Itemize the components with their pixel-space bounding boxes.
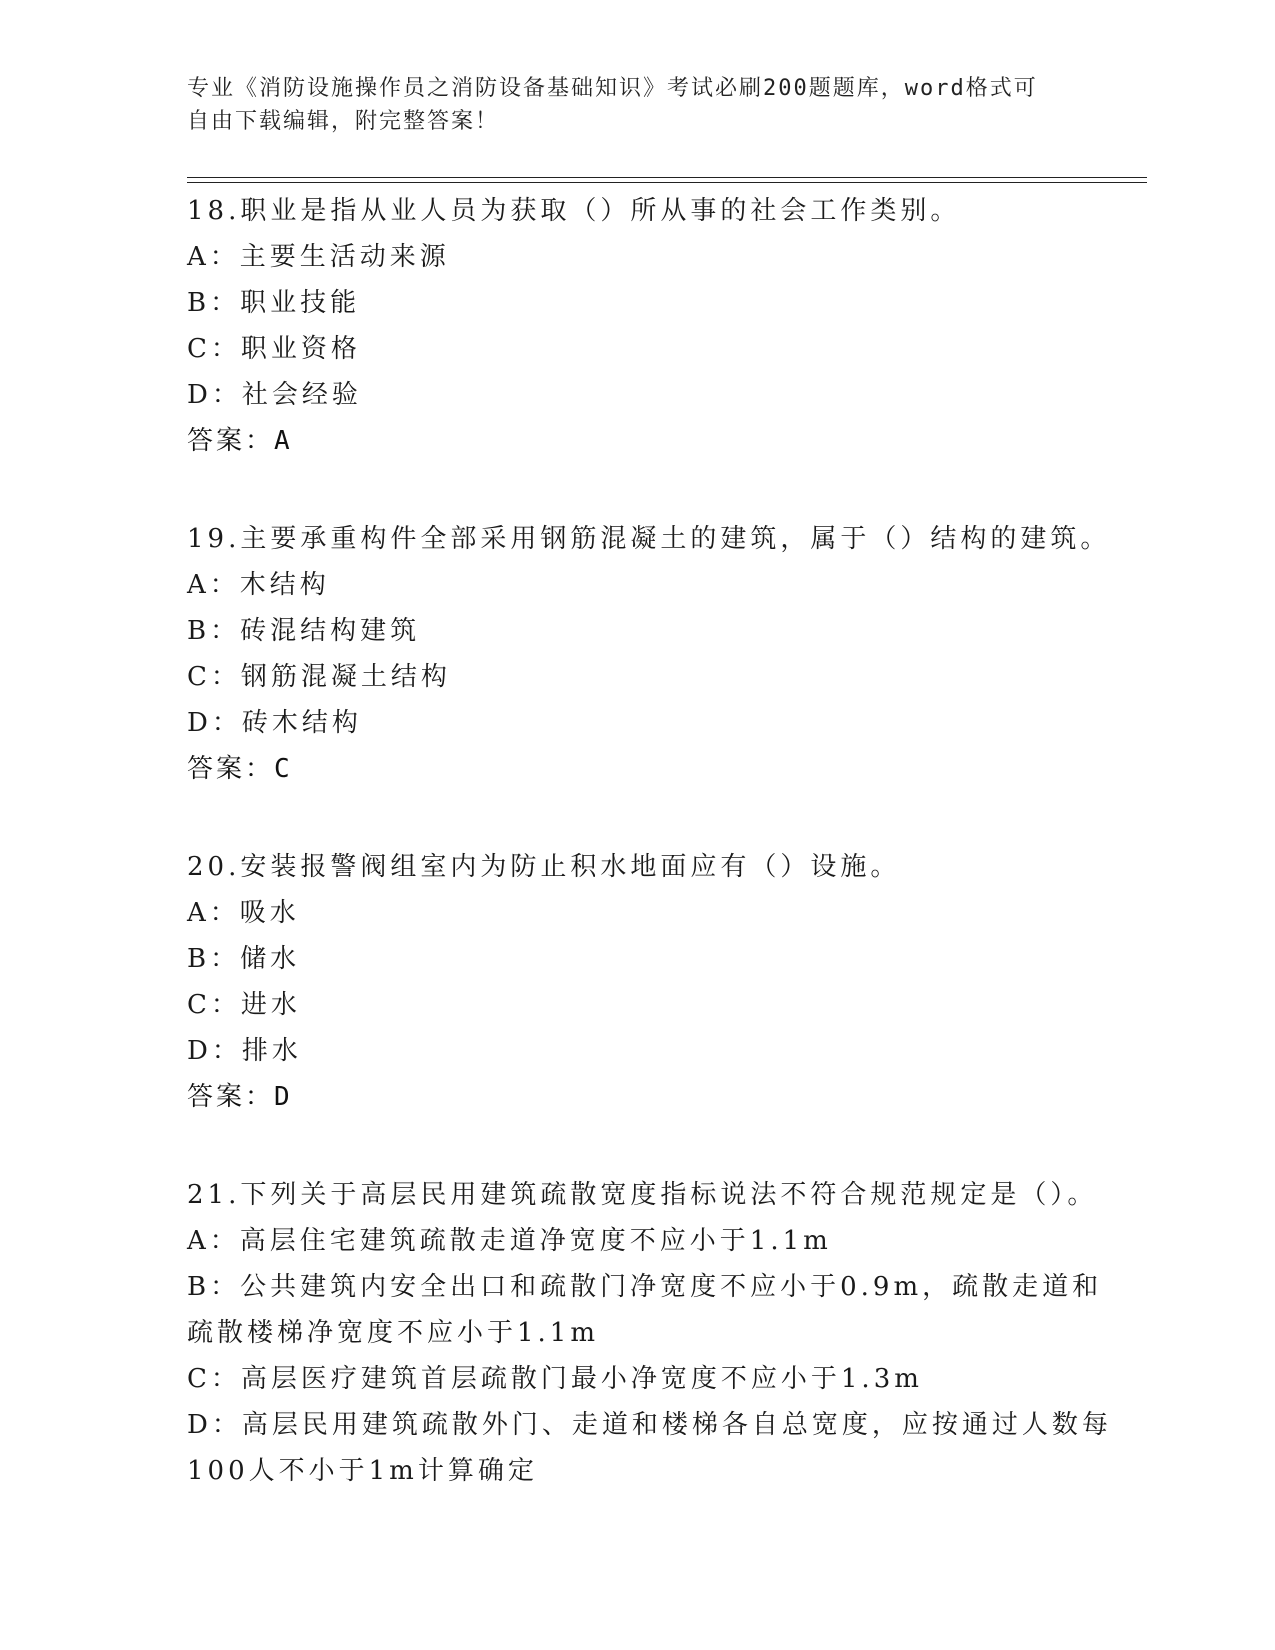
option-d: D：社会经验	[187, 380, 362, 410]
question-text: 20.安装报警阀组室内为防止积水地面应有（）设施。	[187, 852, 901, 882]
option-b: B：储水	[187, 944, 301, 974]
question-text: 18.职业是指从业人员为获取（）所从事的社会工作类别。	[187, 196, 961, 226]
option-b: B：公共建筑内安全出口和疏散门净宽度不应小于0.9m，疏散走道和疏散楼梯净宽度不应小于1.1m	[187, 1272, 1103, 1348]
question-list	[187, 188, 1117, 1546]
header-line-1: 专业《消防设施操作员之消防设备基础知识》考试必刷200题题库，word格式可	[187, 76, 1038, 101]
option-c: C：职业资格	[187, 334, 361, 364]
answer-value: D	[274, 1082, 293, 1112]
question-21	[187, 1172, 1117, 1494]
question-19	[187, 516, 1117, 792]
option-d: D：高层民用建筑疏散外门、走道和楼梯各自总宽度，应按通过人数每100人不小于1m计算确定	[187, 1410, 1112, 1486]
option-a: A：木结构	[187, 570, 330, 600]
answer-label: 答案：	[187, 426, 275, 456]
answer-label: 答案：	[187, 1082, 275, 1112]
answer-value: A	[274, 426, 293, 456]
option-d: D：排水	[187, 1036, 302, 1066]
header-divider-top	[187, 177, 1147, 178]
answer-label: 答案：	[187, 754, 275, 784]
option-a: A：吸水	[187, 898, 300, 928]
question-18	[187, 188, 1117, 464]
option-b: B：砖混结构建筑	[187, 616, 421, 646]
answer-value: C	[274, 754, 293, 784]
option-a: A：主要生活动来源	[187, 242, 450, 272]
option-c: C：高层医疗建筑首层疏散门最小净宽度不应小于1.3m	[187, 1364, 923, 1394]
option-c: C：钢筋混凝土结构	[187, 662, 451, 692]
option-b: B：职业技能	[187, 288, 361, 318]
answer-line	[187, 418, 1117, 464]
answer-line	[187, 1074, 1117, 1120]
option-a: A：高层住宅建筑疏散走道净宽度不应小于1.1m	[187, 1226, 832, 1256]
question-text: 19.主要承重构件全部采用钢筋混凝土的建筑，属于（）结构的建筑。	[187, 524, 1111, 554]
header-divider-bottom	[187, 182, 1147, 183]
option-d: D：砖木结构	[187, 708, 362, 738]
question-text: 21.下列关于高层民用建筑疏散宽度指标说法不符合规范规定是（）。	[187, 1180, 1098, 1210]
answer-line	[187, 746, 1117, 792]
document-header	[187, 72, 1067, 138]
option-c: C：进水	[187, 990, 301, 1020]
question-20	[187, 844, 1117, 1120]
header-line-2: 自由下载编辑，附完整答案！	[187, 109, 500, 134]
